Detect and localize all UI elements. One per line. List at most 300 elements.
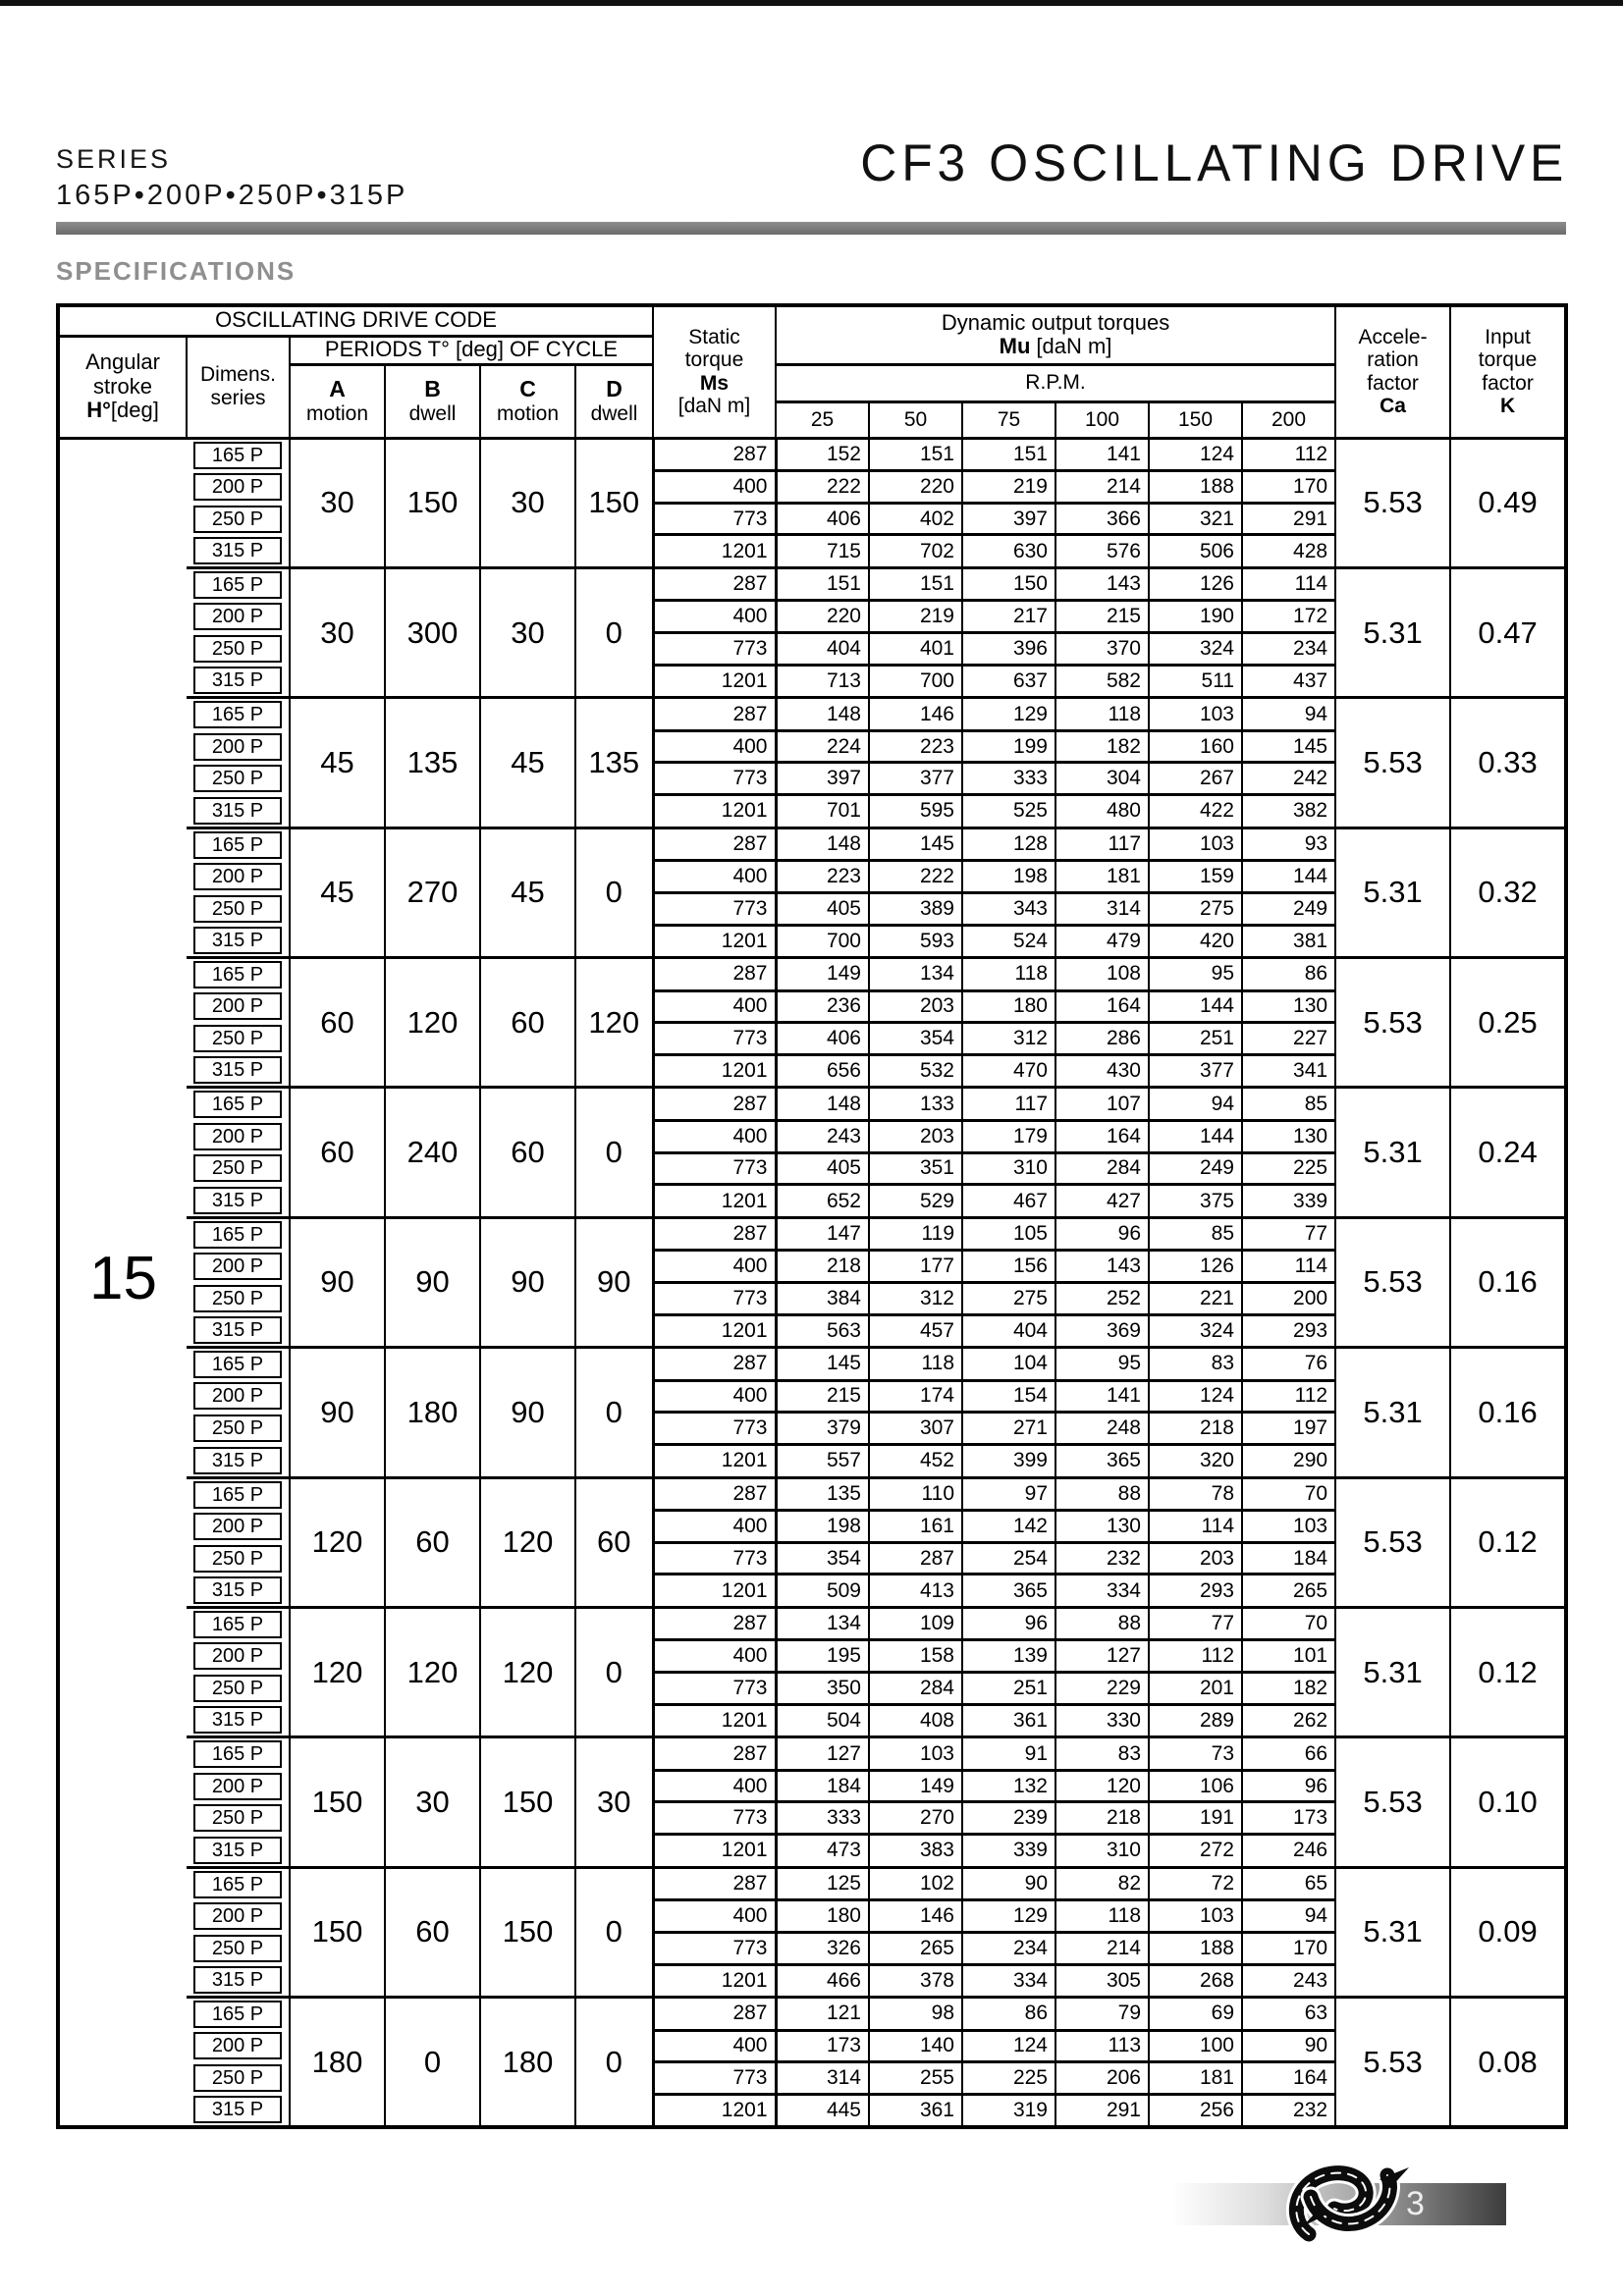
rpm-torque-cell: 307 [869,1413,962,1445]
period-c-cell: 60 [480,958,575,1088]
static-torque-cell: 1201 [653,925,776,958]
rpm-torque-cell: 249 [1149,1152,1242,1185]
series-box: 315 P [193,1576,282,1604]
period-a-header [290,364,385,438]
periods-header: PERIODS T° [deg] OF CYCLE [290,336,653,364]
angular-unit: [deg] [110,398,159,423]
rpm-torque-cell: 133 [869,1088,962,1121]
acceleration-factor-cell: 5.31 [1335,1348,1450,1477]
rpm-torque-cell: 201 [1149,1673,1242,1705]
rpm-torque-cell: 144 [1242,861,1335,893]
rpm-torque-cell: 126 [1149,567,1242,601]
rpm-torque-cell: 254 [962,1542,1055,1575]
rpm-torque-cell: 437 [1242,665,1335,698]
header-row-1 [58,305,1566,336]
rpm-torque-cell: 118 [1055,698,1149,731]
rpm-torque-cell: 222 [869,861,962,893]
series-cell [187,1314,290,1348]
rpm-torque-cell: 198 [776,1511,869,1543]
rpm-torque-cell: 265 [869,1932,962,1964]
period-sub: motion [305,401,369,425]
static-torque-header [653,305,776,438]
rpm-torque-cell: 118 [869,1348,962,1381]
dynamic-torque-header [776,305,1335,364]
rpm-torque-cell: 88 [1055,1607,1149,1640]
series-cell [187,1998,290,2031]
rpm-torque-cell: 130 [1242,990,1335,1023]
table-row [58,567,1566,601]
series-cell [187,763,290,795]
series-cell [187,1445,290,1478]
static-torque-cell: 400 [653,1770,776,1802]
series-box: 200 P [193,1513,282,1540]
input-torque-factor-cell: 0.10 [1450,1737,1566,1867]
rpm-torque-cell: 82 [1055,1867,1149,1900]
series-cell [187,1932,290,1964]
series-cell [187,892,290,925]
rpm-torque-cell: 304 [1055,763,1149,795]
series-box: 315 P [193,1316,282,1344]
period-d-cell: 30 [575,1737,653,1867]
static-torque-cell: 287 [653,1217,776,1251]
rpm-torque-cell: 130 [1242,1120,1335,1152]
rpm-torque-cell: 319 [962,2094,1055,2127]
static-torque-cell: 287 [653,1737,776,1771]
input-torque-factor-cell: 0.24 [1450,1088,1566,1217]
static-torque-cell: 1201 [653,1835,776,1868]
rpm-torque-cell: 251 [962,1673,1055,1705]
rpm-torque-cell: 108 [1055,958,1149,991]
rpm-col-header: 50 [869,401,962,438]
rpm-torque-cell: 159 [1149,861,1242,893]
rpm-torque-cell: 140 [869,2030,962,2062]
rpm-torque-cell: 375 [1149,1185,1242,1218]
series-cell [187,828,290,861]
rpm-torque-cell: 132 [962,1770,1055,1802]
period-c-cell: 120 [480,1477,575,1607]
rpm-torque-cell: 69 [1149,1998,1242,2031]
rpm-torque-cell: 630 [962,535,1055,568]
acceleration-factor-cell: 5.53 [1335,698,1450,828]
series-box: 165 P [193,961,282,988]
static-torque-cell: 287 [653,698,776,731]
rpm-torque-cell: 430 [1055,1054,1149,1088]
rpm-torque-cell: 203 [1149,1542,1242,1575]
rpm-torque-cell: 246 [1242,1835,1335,1868]
period-d-cell: 0 [575,1088,653,1217]
rpm-torque-cell: 305 [1055,1964,1149,1998]
series-cell [187,1023,290,1055]
rpm-torque-cell: 113 [1055,2030,1149,2062]
rpm-torque-cell: 215 [776,1380,869,1413]
rpm-torque-cell: 312 [962,1023,1055,1055]
period-c-cell: 45 [480,698,575,828]
series-box: 250 P [193,506,282,533]
series-cell [187,1380,290,1413]
rpm-torque-cell: 289 [1149,1704,1242,1737]
angular-stroke-value: 15 [58,438,187,2127]
acceleration-factor-cell: 5.31 [1335,567,1450,697]
rpm-torque-cell: 339 [962,1835,1055,1868]
rpm-torque-cell: 271 [962,1413,1055,1445]
rpm-torque-cell: 637 [962,665,1055,698]
rpm-torque-cell: 218 [1055,1802,1149,1835]
series-box: 200 P [193,603,282,630]
rpm-torque-cell: 149 [776,958,869,991]
period-letter: A [329,375,346,401]
static-torque-cell: 400 [653,1120,776,1152]
rpm-torque-cell: 118 [1055,1900,1149,1933]
series-box: 315 P [193,1056,282,1084]
static-torque-cell: 1201 [653,665,776,698]
rpm-torque-cell: 161 [869,1511,962,1543]
series-cell [187,633,290,666]
static-torque-cell: 1201 [653,1575,776,1608]
rpm-torque-cell: 713 [776,665,869,698]
rpm-torque-cell: 408 [869,1704,962,1737]
rpm-torque-cell: 103 [869,1737,962,1771]
rpm-torque-cell: 511 [1149,665,1242,698]
period-c-cell: 60 [480,1088,575,1217]
acceleration-factor-header [1335,305,1450,438]
accel-line: factor [1367,371,1419,395]
series-cell [187,601,290,633]
rpm-torque-cell: 324 [1149,1314,1242,1348]
table-row [58,1737,1566,1771]
static-torque-cell: 773 [653,2062,776,2095]
acceleration-factor-cell: 5.53 [1335,438,1450,567]
rpm-torque-cell: 700 [776,925,869,958]
static-torque-cell: 400 [653,1900,776,1933]
period-letter: C [519,375,536,401]
static-torque-cell: 773 [653,1152,776,1185]
period-d-cell: 120 [575,958,653,1088]
rpm-torque-cell: 134 [776,1607,869,1640]
rpm-torque-cell: 141 [1055,438,1149,471]
rpm-torque-cell: 339 [1242,1185,1335,1218]
period-c-cell: 150 [480,1737,575,1867]
rpm-torque-cell: 114 [1149,1511,1242,1543]
series-box: 200 P [193,1123,282,1150]
rpm-torque-cell: 702 [869,535,962,568]
input-torque-factor-header [1450,305,1566,438]
rpm-torque-cell: 103 [1149,828,1242,861]
rpm-torque-cell: 184 [776,1770,869,1802]
rpm-torque-cell: 466 [776,1964,869,1998]
period-b-cell: 120 [385,1607,480,1736]
input-line: torque [1478,348,1538,372]
series-box: 200 P [193,1773,282,1800]
rpm-torque-cell: 452 [869,1445,962,1478]
period-d-cell: 0 [575,828,653,957]
rpm-torque-cell: 377 [1149,1054,1242,1088]
series-box: 165 P [193,1351,282,1378]
rpm-torque-cell: 215 [1055,601,1149,633]
rpm-torque-cell: 365 [1055,1445,1149,1478]
series-cell [187,1542,290,1575]
rpm-torque-cell: 402 [869,503,962,535]
rpm-torque-cell: 262 [1242,1704,1335,1737]
rpm-col-header: 200 [1242,401,1335,438]
rpm-torque-cell: 293 [1242,1314,1335,1348]
static-torque-cell: 400 [653,471,776,504]
rpm-torque-cell: 290 [1242,1445,1335,1478]
input-torque-factor-cell: 0.09 [1450,1867,1566,1997]
rpm-torque-cell: 144 [1149,990,1242,1023]
rpm-torque-cell: 473 [776,1835,869,1868]
series-box: 250 P [193,895,282,923]
rpm-torque-cell: 248 [1055,1413,1149,1445]
rpm-torque-cell: 164 [1242,2062,1335,2095]
input-torque-factor-cell: 0.12 [1450,1477,1566,1607]
series-box: 250 P [193,635,282,663]
table-row [58,958,1566,991]
rpm-torque-cell: 236 [776,990,869,1023]
period-d-cell: 150 [575,438,653,567]
rpm-torque-cell: 156 [962,1251,1055,1283]
rpm-torque-cell: 383 [869,1835,962,1868]
series-box: 165 P [193,1481,282,1509]
input-torque-factor-cell: 0.25 [1450,958,1566,1088]
period-b-header [385,364,480,438]
rpm-torque-cell: 112 [1242,1380,1335,1413]
rpm-torque-cell: 509 [776,1575,869,1608]
period-sub: motion [496,401,560,425]
input-torque-factor-cell: 0.47 [1450,567,1566,697]
static-torque-cell: 773 [653,1542,776,1575]
rpm-torque-cell: 124 [962,2030,1055,2062]
rpm-torque-cell: 700 [869,665,962,698]
rpm-torque-cell: 225 [962,2062,1055,2095]
series-cell [187,1737,290,1771]
rpm-torque-cell: 97 [962,1477,1055,1511]
series-cell [187,861,290,893]
rpm-torque-cell: 94 [1242,1900,1335,1933]
period-b-cell: 90 [385,1217,480,1347]
rpm-torque-cell: 286 [1055,1023,1149,1055]
rpm-torque-cell: 406 [776,503,869,535]
table-row [58,1217,1566,1251]
series-box: 315 P [193,927,282,954]
rpm-torque-cell: 504 [776,1704,869,1737]
rpm-torque-cell: 179 [962,1120,1055,1152]
table-row [58,1607,1566,1640]
rpm-torque-cell: 420 [1149,925,1242,958]
rpm-torque-cell: 255 [869,2062,962,2095]
dynamic-symbol-line [777,335,1334,359]
series-box: 200 P [193,1382,282,1410]
angular-symbol: H° [86,398,111,423]
static-torque-cell: 773 [653,763,776,795]
rpm-torque-cell: 164 [1055,990,1149,1023]
rpm-torque-cell: 101 [1242,1640,1335,1673]
rpm-torque-cell: 188 [1149,471,1242,504]
rpm-torque-cell: 199 [962,730,1055,763]
rpm-torque-cell: 354 [776,1542,869,1575]
rpm-torque-cell: 221 [1149,1282,1242,1314]
period-c-cell: 180 [480,1998,575,2128]
rpm-torque-cell: 76 [1242,1348,1335,1381]
static-torque-cell: 773 [653,503,776,535]
rpm-torque-cell: 83 [1055,1737,1149,1771]
period-d-header [575,364,653,438]
angular-symbol-line [60,399,186,423]
rpm-torque-cell: 284 [869,1673,962,1705]
static-torque-cell: 1201 [653,2094,776,2127]
rpm-torque-cell: 150 [962,567,1055,601]
rpm-torque-cell: 381 [1242,925,1335,958]
series-cell [187,1867,290,1900]
rpm-torque-cell: 151 [869,567,962,601]
series-cell [187,1152,290,1185]
period-a-cell: 120 [290,1607,385,1736]
period-b-cell: 30 [385,1737,480,1867]
rpm-torque-cell: 361 [962,1704,1055,1737]
header-rule [56,222,1566,235]
input-line: Input [1485,325,1531,348]
series-box: 315 P [193,797,282,825]
series-cell [187,438,290,471]
rpm-torque-cell: 112 [1149,1640,1242,1673]
rpm-torque-cell: 350 [776,1673,869,1705]
series-box: 315 P [193,1187,282,1214]
acceleration-factor-cell: 5.31 [1335,828,1450,957]
series-box: 250 P [193,2064,282,2092]
rpm-torque-cell: 73 [1149,1737,1242,1771]
period-a-cell: 120 [290,1477,385,1607]
angular-stroke-header [58,336,187,438]
series-box: 200 P [193,2032,282,2059]
angular-line: stroke [93,373,152,399]
rpm-torque-cell: 563 [776,1314,869,1348]
rpm-torque-cell: 112 [1242,438,1335,471]
series-box: 200 P [193,1253,282,1280]
rpm-torque-cell: 384 [776,1282,869,1314]
rpm-torque-cell: 242 [1242,763,1335,795]
rpm-torque-cell: 379 [776,1413,869,1445]
rpm-torque-cell: 197 [1242,1413,1335,1445]
rpm-torque-cell: 310 [1055,1835,1149,1868]
static-torque-cell: 400 [653,601,776,633]
period-d-cell: 60 [575,1477,653,1607]
series-box: 165 P [193,2001,282,2028]
series-cell [187,535,290,568]
rpm-torque-cell: 114 [1242,1251,1335,1283]
period-a-cell: 45 [290,828,385,957]
rpm-torque-cell: 593 [869,925,962,958]
static-torque-cell: 287 [653,438,776,471]
rpm-torque-cell: 181 [1149,2062,1242,2095]
period-c-cell: 120 [480,1607,575,1736]
rpm-torque-cell: 217 [962,601,1055,633]
series-cell [187,503,290,535]
static-torque-cell: 400 [653,990,776,1023]
rpm-torque-cell: 124 [1149,1380,1242,1413]
page-number: 3 [1406,2185,1425,2222]
rpm-torque-cell: 173 [776,2030,869,2062]
series-box: 315 P [193,1966,282,1994]
period-c-cell: 90 [480,1348,575,1477]
rpm-torque-cell: 154 [962,1380,1055,1413]
rpm-torque-cell: 576 [1055,535,1149,568]
input-torque-factor-cell: 0.49 [1450,438,1566,567]
rpm-torque-cell: 321 [1149,503,1242,535]
rpm-torque-cell: 224 [776,730,869,763]
series-cell [187,1185,290,1218]
acceleration-factor-cell: 5.31 [1335,1088,1450,1217]
input-symbol: K [1499,395,1516,418]
static-torque-cell: 1201 [653,1054,776,1088]
table-row [58,1998,1566,2031]
rpm-torque-cell: 77 [1242,1217,1335,1251]
rpm-torque-cell: 148 [776,698,869,731]
static-line: Static [688,325,740,348]
series-box: 315 P [193,537,282,564]
rpm-torque-cell: 270 [869,1802,962,1835]
rpm-torque-cell: 152 [776,438,869,471]
series-box: 250 P [193,1804,282,1832]
rpm-torque-cell: 180 [776,1900,869,1933]
brand-logo-icon [1279,2156,1415,2248]
rpm-torque-cell: 382 [1242,795,1335,828]
rpm-torque-cell: 715 [776,535,869,568]
series-cell [187,2030,290,2062]
rpm-torque-cell: 90 [1242,2030,1335,2062]
rpm-torque-cell: 180 [962,990,1055,1023]
series-cell [187,471,290,504]
rpm-torque-cell: 117 [1055,828,1149,861]
rpm-torque-cell: 582 [1055,665,1149,698]
rpm-torque-cell: 66 [1242,1737,1335,1771]
static-torque-cell: 773 [653,1413,776,1445]
series-box: 315 P [193,1837,282,1864]
series-cell [187,1802,290,1835]
rpm-torque-cell: 525 [962,795,1055,828]
static-torque-cell: 1201 [653,1964,776,1998]
rpm-torque-cell: 427 [1055,1185,1149,1218]
rpm-torque-cell: 243 [1242,1964,1335,1998]
rpm-torque-cell: 88 [1055,1477,1149,1511]
period-b-cell: 180 [385,1348,480,1477]
table-row [58,1867,1566,1900]
static-torque-cell: 287 [653,1998,776,2031]
rpm-torque-cell: 223 [869,730,962,763]
scan-edge [0,0,1623,6]
rpm-torque-cell: 135 [776,1477,869,1511]
rpm-torque-cell: 117 [962,1088,1055,1121]
rpm-torque-cell: 127 [776,1737,869,1771]
dynamic-symbol: Mu [999,334,1031,359]
rpm-torque-cell: 110 [869,1477,962,1511]
rpm-torque-cell: 151 [776,567,869,601]
input-torque-factor-cell: 0.08 [1450,1998,1566,2128]
static-torque-cell: 1201 [653,795,776,828]
static-torque-cell: 1201 [653,1185,776,1218]
series-box: 165 P [193,831,282,859]
section-title: SPECIFICATIONS [56,256,297,286]
input-torque-factor-cell: 0.33 [1450,698,1566,828]
rpm-torque-cell: 191 [1149,1802,1242,1835]
period-b-cell: 0 [385,1998,480,2128]
period-d-cell: 0 [575,1998,653,2128]
rpm-torque-cell: 220 [869,471,962,504]
rpm-torque-cell: 470 [962,1054,1055,1088]
table-row [58,828,1566,861]
series-cell [187,665,290,698]
series-cell [187,1088,290,1121]
rpm-torque-cell: 158 [869,1640,962,1673]
page-title: CF3 OSCILLATING DRIVE [860,134,1568,192]
